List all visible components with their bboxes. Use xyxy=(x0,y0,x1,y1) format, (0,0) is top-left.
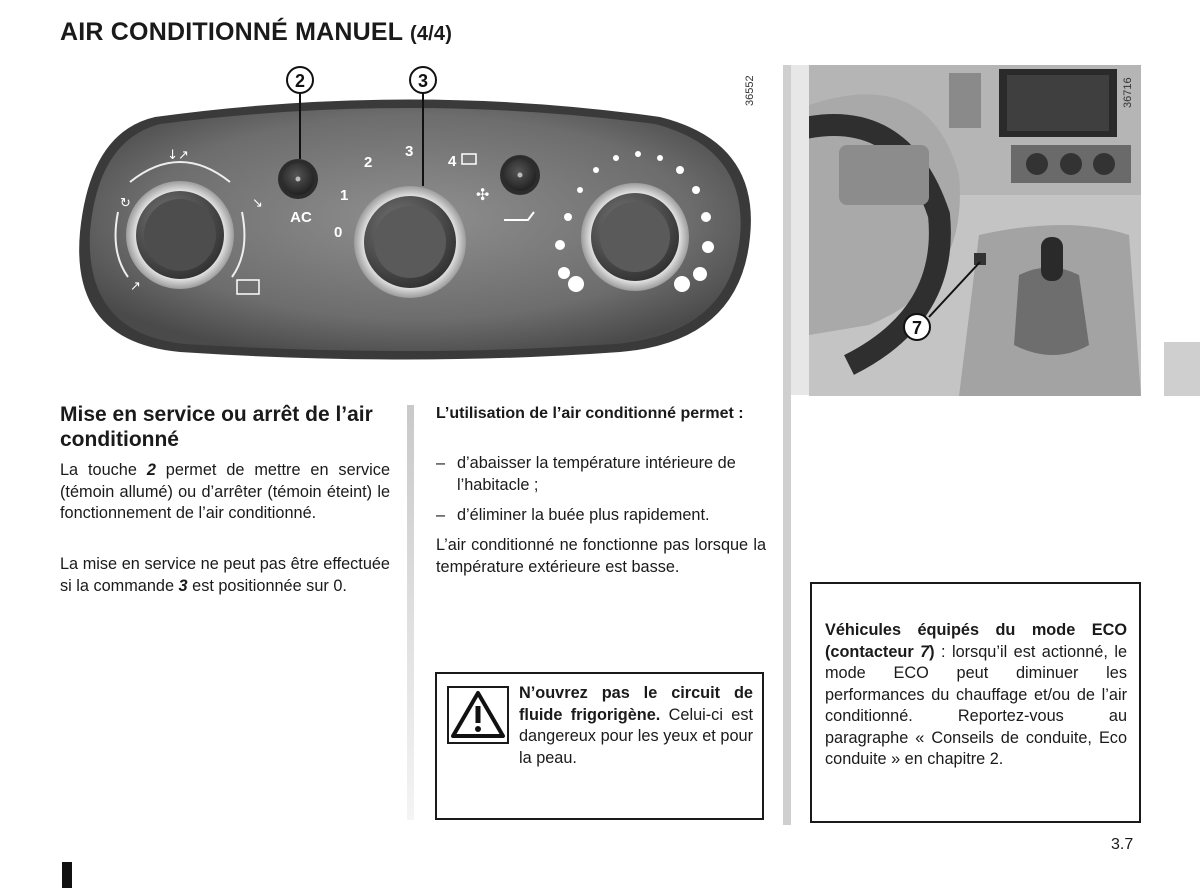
column-separator-left xyxy=(407,405,414,820)
svg-text:↻: ↻ xyxy=(120,196,131,211)
figure-ref-36716: 36716 xyxy=(1122,77,1134,108)
svg-text:3: 3 xyxy=(405,143,414,160)
warning-box xyxy=(435,672,764,820)
chapter-tab xyxy=(1164,342,1200,396)
page-number: 3.7 xyxy=(1111,836,1134,853)
svg-text:2: 2 xyxy=(364,154,373,171)
column-separator xyxy=(783,65,791,825)
climate-panel-illustration xyxy=(60,62,775,380)
svg-text:↗: ↗ xyxy=(130,279,141,294)
svg-text:0: 0 xyxy=(334,224,343,241)
svg-text:3: 3 xyxy=(417,71,429,91)
page-title: AIR CONDITIONNÉ MANUEL (4/4) xyxy=(60,18,453,46)
eco-mode-box xyxy=(810,582,1141,823)
list-item: – d’éliminer la buée plus rapidement. xyxy=(436,506,710,524)
svg-text:2: 2 xyxy=(294,71,306,91)
corner-mark xyxy=(62,862,72,888)
paragraph-ac-condition: La mise en service ne peut pas être effectuée si la commande 3 est positionnée sur 0. xyxy=(60,555,390,595)
section-heading: Mise en service ou arrêt de l’air conditionné xyxy=(60,403,373,451)
svg-text:✣: ✣ xyxy=(476,185,490,204)
figure-ref-36552: 36552 xyxy=(744,75,756,106)
usage-heading: L’utilisation de l’air conditionné permet : xyxy=(436,405,744,422)
dashboard-photo xyxy=(809,65,1141,396)
svg-text:↘: ↘ xyxy=(252,196,263,211)
svg-text:AC: AC xyxy=(290,209,312,226)
svg-text:7: 7 xyxy=(911,318,923,338)
list-item: – d’abaisser la température intérieure de l’habitacle ; xyxy=(436,454,736,494)
svg-text:↓↗: ↓↗ xyxy=(167,148,189,163)
warning-icon xyxy=(447,686,509,744)
paragraph-ac-button: La touche 2 permet de mettre en service (témoin allumé) ou d’arrêter (témoin éteint) le fonctionnement de l’air conditionné. xyxy=(60,461,390,522)
svg-text:4: 4 xyxy=(448,153,457,170)
figure-gutter xyxy=(791,65,809,395)
svg-text:1: 1 xyxy=(340,187,349,204)
warning-text: N’ouvrez pas le circuit de fluide frigorigène. Celui-ci est dangereux pour les yeux et pour la peau. xyxy=(519,684,753,767)
paragraph-low-temperature: L’air conditionné ne fonctionne pas lorsque la température extérieure est basse. xyxy=(436,536,766,576)
eco-mode-text: Véhicules équipés du mode ECO (contacteur 7) : lorsqu’il est actionné, le mode ECO peut diminuer les performances du chauffage et/ou de l’air conditionné. Reportez-vous au paragraphe « Conseils de conduite, Eco conduite » en chapitre 2. xyxy=(825,621,1127,768)
